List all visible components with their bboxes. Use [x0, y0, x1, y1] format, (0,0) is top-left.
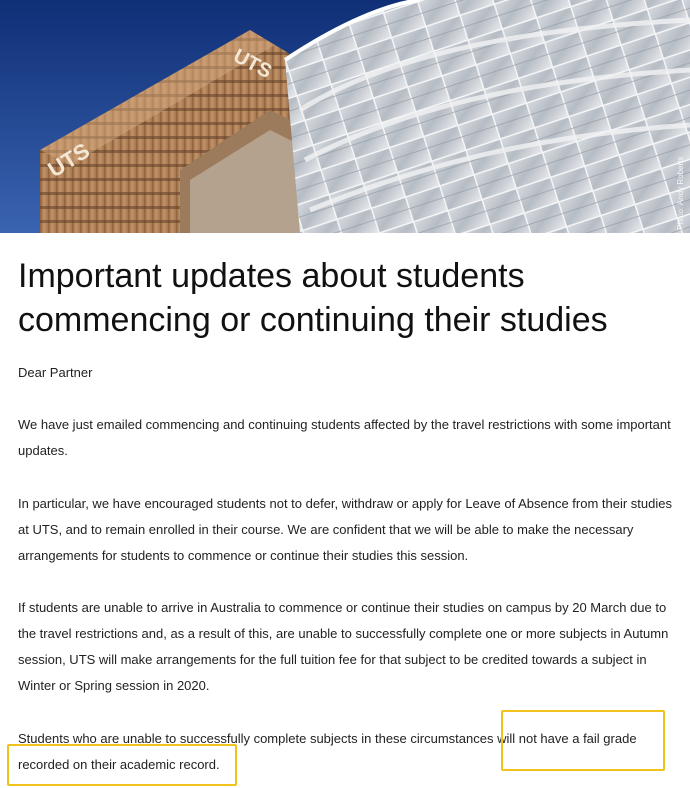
paragraph-2: In particular, we have encouraged students not to defer, withdraw or apply for Leave of Absence from their studies at UTS, and to remain enrolled in their course. We are confident that we will be able to make the necessary arrangements for students to commence or continue their studies this session.: [18, 496, 672, 563]
greeting: Dear Partner: [18, 365, 93, 380]
photo-credit: Photo: Andy Roberts: [676, 156, 685, 230]
hero-image: [0, 0, 690, 233]
page-title: Important updates about students commencing or continuing their studies: [18, 257, 608, 339]
campus-photo: [0, 0, 690, 233]
highlight-box-fail-grade: [501, 710, 665, 771]
paragraph-4: Students who are unable to successfully complete subjects in these circumstances will not have a fail grade recorded on their academic record.: [18, 731, 637, 772]
uts-sign-right: UTS: [229, 44, 276, 84]
highlight-box-academic-record: [7, 744, 237, 786]
paragraph-1: We have just emailed commencing and continuing students affected by the travel restrictions with some important updates.: [18, 417, 671, 458]
uts-sign-left: UTS: [43, 137, 94, 183]
paragraph-3: If students are unable to arrive in Australia to commence or continue their studies on campus by 20 March due to the travel restrictions and, as a result of this, are unable to successfully complete one or more subjects in Autumn session, UTS will make arrangements for the full tuition fee for that subject to be credited towards a subject in Winter or Spring session in 2020.: [18, 600, 669, 693]
